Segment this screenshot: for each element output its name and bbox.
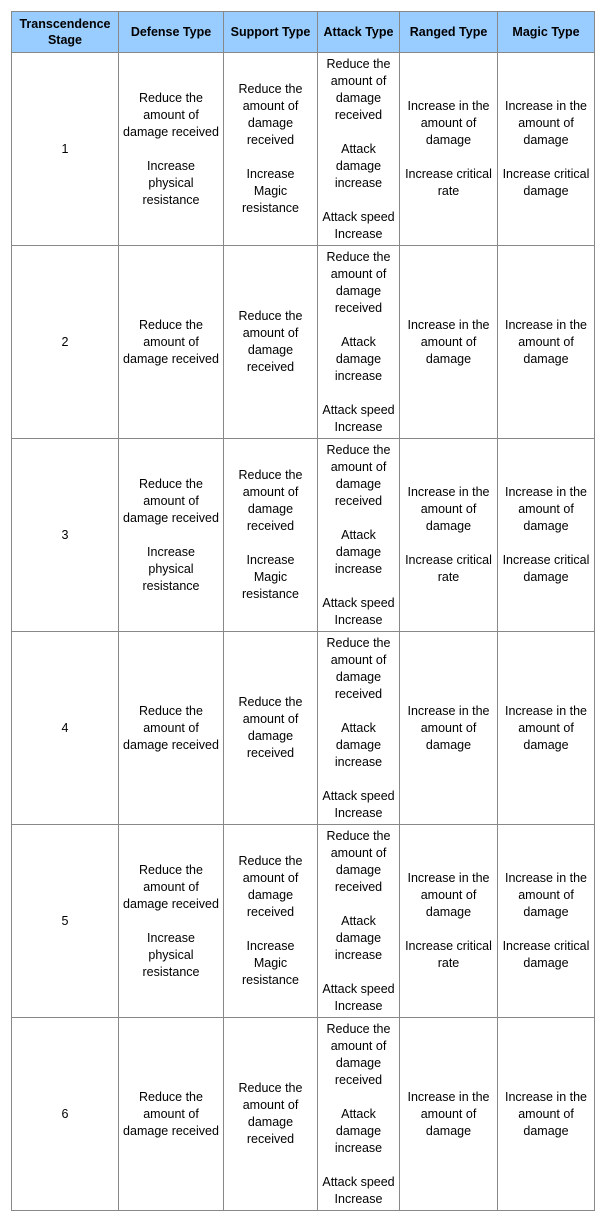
attack-cell: Reduce the amount of damage received Attack damage increase Attack speed Increase <box>318 439 400 632</box>
support-cell: Reduce the amount of damage received Increase Magic resistance <box>224 825 318 1018</box>
header-support-type: Support Type <box>224 12 318 53</box>
stage-cell: 1 <box>12 53 119 246</box>
magic-cell: Increase in the amount of damage Increase critical damage <box>498 825 595 1018</box>
defense-cell: Reduce the amount of damage received <box>119 1018 224 1211</box>
header-row <box>12 12 595 53</box>
ranged-cell: Increase in the amount of damage Increase critical rate <box>400 439 498 632</box>
defense-cell: Reduce the amount of damage received Increase physical resistance <box>119 53 224 246</box>
table-row <box>12 632 595 825</box>
ranged-cell: Increase in the amount of damage <box>400 246 498 439</box>
attack-cell: Reduce the amount of damage received Attack damage increase Attack speed Increase <box>318 632 400 825</box>
ranged-cell: Increase in the amount of damage Increase critical rate <box>400 825 498 1018</box>
header-magic-type: Magic Type <box>498 12 595 53</box>
stage-cell: 2 <box>12 246 119 439</box>
magic-cell: Increase in the amount of damage <box>498 246 595 439</box>
defense-cell: Reduce the amount of damage received Increase physical resistance <box>119 825 224 1018</box>
magic-cell: Increase in the amount of damage Increase critical damage <box>498 53 595 246</box>
support-cell: Reduce the amount of damage received Increase Magic resistance <box>224 439 318 632</box>
stage-cell: 4 <box>12 632 119 825</box>
table-row <box>12 53 595 246</box>
table-row <box>12 246 595 439</box>
defense-cell: Reduce the amount of damage received <box>119 632 224 825</box>
attack-cell: Reduce the amount of damage received Attack damage increase Attack speed Increase <box>318 246 400 439</box>
support-cell: Reduce the amount of damage received Increase Magic resistance <box>224 53 318 246</box>
attack-cell: Reduce the amount of damage received Attack damage increase Attack speed Increase <box>318 825 400 1018</box>
table-row <box>12 439 595 632</box>
support-cell: Reduce the amount of damage received <box>224 246 318 439</box>
stage-cell: 5 <box>12 825 119 1018</box>
ranged-cell: Increase in the amount of damage <box>400 632 498 825</box>
table-row <box>12 1018 595 1211</box>
magic-cell: Increase in the amount of damage <box>498 632 595 825</box>
table-row <box>12 825 595 1018</box>
support-cell: Reduce the amount of damage received <box>224 632 318 825</box>
ranged-cell: Increase in the amount of damage <box>400 1018 498 1211</box>
header-transcendence-stage: Transcendence Stage <box>12 12 119 53</box>
header-ranged-type: Ranged Type <box>400 12 498 53</box>
defense-cell: Reduce the amount of damage received <box>119 246 224 439</box>
stage-cell: 3 <box>12 439 119 632</box>
magic-cell: Increase in the amount of damage Increase critical damage <box>498 439 595 632</box>
defense-cell: Reduce the amount of damage received Increase physical resistance <box>119 439 224 632</box>
ranged-cell: Increase in the amount of damage Increase critical rate <box>400 53 498 246</box>
attack-cell: Reduce the amount of damage received Attack damage increase Attack speed Increase <box>318 53 400 246</box>
attack-cell: Reduce the amount of damage received Attack damage increase Attack speed Increase <box>318 1018 400 1211</box>
header-defense-type: Defense Type <box>119 12 224 53</box>
magic-cell: Increase in the amount of damage <box>498 1018 595 1211</box>
stage-cell: 6 <box>12 1018 119 1211</box>
support-cell: Reduce the amount of damage received <box>224 1018 318 1211</box>
header-attack-type: Attack Type <box>318 12 400 53</box>
transcendence-table <box>11 11 595 1211</box>
